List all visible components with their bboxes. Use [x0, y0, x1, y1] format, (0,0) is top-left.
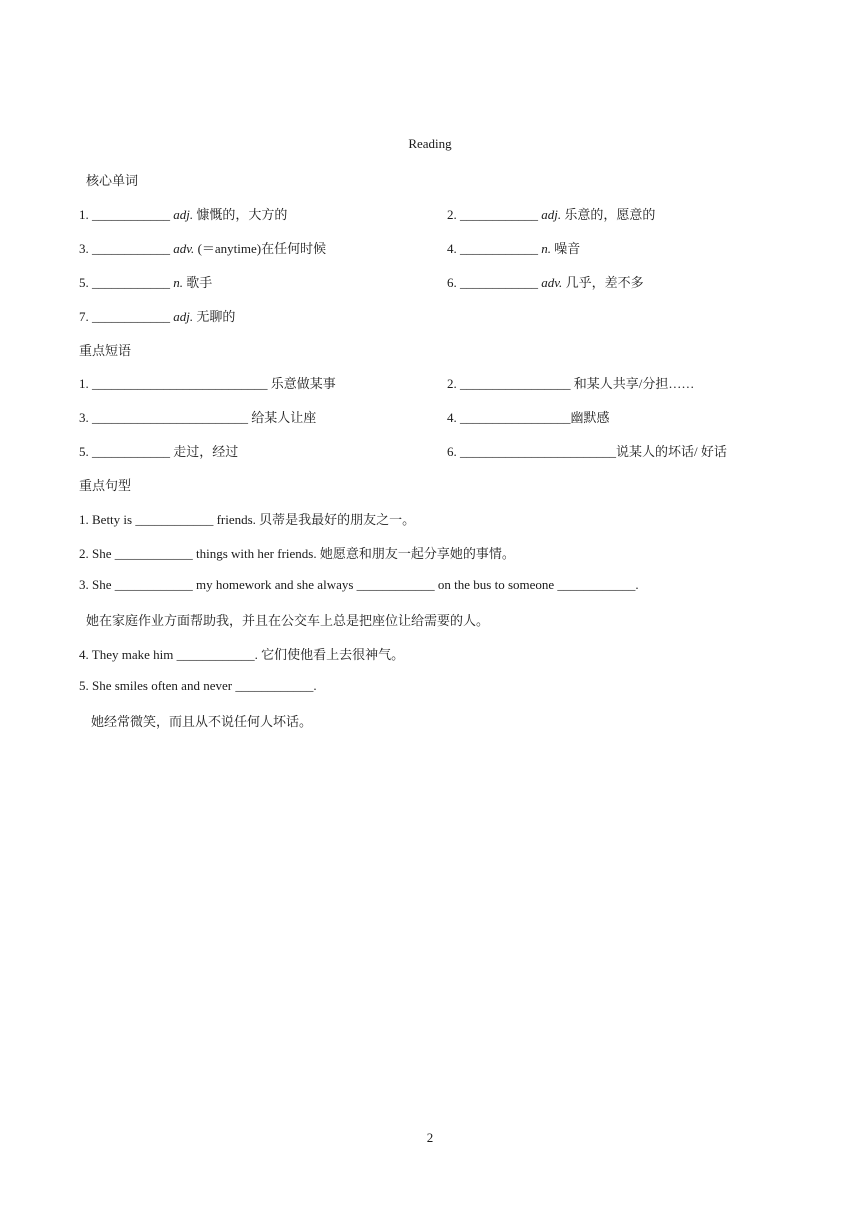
blank: ____________: [92, 207, 170, 222]
item-number: 2.: [447, 207, 460, 222]
word-item: [447, 272, 644, 291]
part-of-speech: adj.: [173, 207, 194, 222]
item-number: 7.: [79, 309, 92, 324]
word-item: [79, 238, 326, 257]
blank: ____________: [460, 275, 538, 290]
sentence-translation: 她在家庭作业方面帮助我，并且在公交车上总是把座位让给需要的人。: [86, 613, 490, 628]
meaning: 歌手: [183, 275, 213, 290]
section-heading-key-phrases: 重点短语: [79, 343, 132, 358]
part-of-speech: adj.: [173, 309, 194, 324]
meaning: 无聊的: [193, 309, 236, 324]
sentence-item: 5. She smiles often and never ____________.: [79, 678, 317, 693]
part-of-speech: adj.: [541, 207, 562, 222]
meaning: (＝anytime)在任何时候: [194, 241, 327, 256]
meaning: 几乎，差不多: [562, 275, 644, 290]
meaning: 慷慨的，大方的: [193, 207, 288, 222]
sentence-item: 2. She ____________ things with her friends. 她愿意和朋友一起分享她的事情。: [79, 546, 515, 561]
blank: ____________: [460, 241, 538, 256]
sentence-translation: 她经常微笑，而且从不说任何人坏话。: [91, 714, 313, 729]
section-heading-core-words: 核心单词: [86, 173, 139, 188]
phrase-item: 5. ____________ 走过，经过: [79, 444, 239, 459]
sentence-item: 3. She ____________ my homework and she always ____________ on the bus to someone ____________.: [79, 577, 639, 592]
word-item: [447, 204, 655, 223]
page-number: 2: [426, 1130, 434, 1145]
page-title: Reading: [408, 136, 452, 151]
blank: ____________: [92, 241, 170, 256]
blank: ____________: [92, 275, 170, 290]
section-heading-key-sentences: 重点句型: [79, 478, 132, 493]
part-of-speech: n.: [541, 241, 551, 256]
blank: ____________: [92, 309, 170, 324]
phrase-item: 2. _________________ 和某人共享/分担……: [447, 376, 695, 391]
item-number: 4.: [447, 241, 460, 256]
item-number: 6.: [447, 275, 460, 290]
meaning: 噪音: [551, 241, 581, 256]
word-item: [79, 306, 235, 325]
blank: ____________: [460, 207, 538, 222]
item-number: 1.: [79, 207, 92, 222]
sentence-item: 1. Betty is ____________ friends. 贝蒂是我最好的朋友之一。: [79, 512, 416, 527]
phrase-item: 3. ________________________ 给某人让座: [79, 410, 317, 425]
phrase-item: 4. _________________幽默感: [447, 410, 610, 425]
sentence-item: 4. They make him ____________. 它们使他看上去很神气。: [79, 647, 405, 662]
part-of-speech: adv.: [541, 275, 563, 290]
meaning: 乐意的，愿意的: [561, 207, 656, 222]
part-of-speech: n.: [173, 275, 183, 290]
phrase-item: 1. ___________________________ 乐意做某事: [79, 376, 336, 391]
word-item: [447, 238, 580, 257]
word-item: [79, 272, 212, 291]
part-of-speech: adv.: [173, 241, 195, 256]
word-item: [79, 204, 287, 223]
phrase-item: 6. ________________________说某人的坏话/ 好话: [447, 444, 727, 459]
item-number: 3.: [79, 241, 92, 256]
item-number: 5.: [79, 275, 92, 290]
